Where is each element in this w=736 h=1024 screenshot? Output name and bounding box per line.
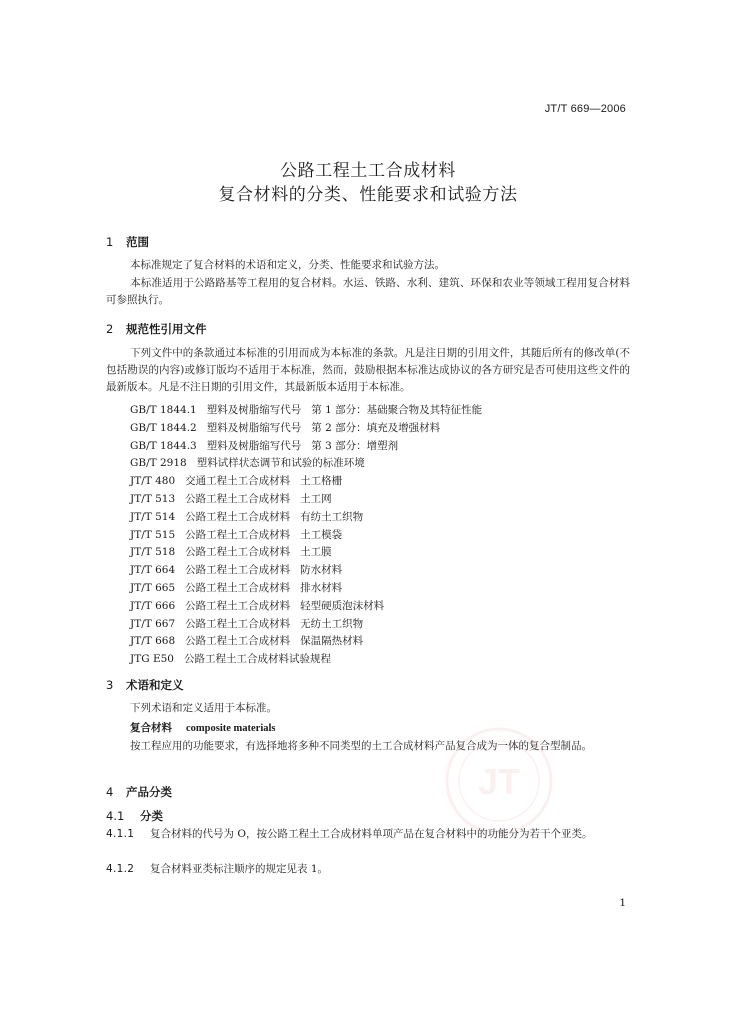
section-number: 2	[106, 322, 114, 336]
term-english: composite materials	[186, 723, 276, 734]
paragraph-text: 下列文件中的条款通过本标准的引用而成为本标准的条款。凡是注日期的引用文件，其随后所有的修改单(不包括勘误的内容)或修订版均不适用于本标准，然而，鼓励根据本标准达成协议的各方研究是否可使用这些文件的最新版本。凡是不注日期的引用文件，其最新版本适用于本标准。	[106, 347, 630, 393]
clause-number: 4.1.1	[106, 828, 135, 840]
section-3-heading	[106, 677, 184, 693]
section-2-heading	[106, 321, 207, 337]
reference-item: GB/T 2918 塑料试样状态调节和试验的标准环境	[130, 457, 365, 470]
section-3-para	[106, 700, 630, 717]
section-number: 1	[106, 235, 114, 249]
document-title-line2: 复合材料的分类、性能要求和试验方法	[218, 185, 518, 205]
jt-watermark-logo	[444, 726, 554, 836]
section-title: 产品分类	[126, 785, 172, 799]
clause-text: 复合材料亚类标注顺序的规定见表 1。	[150, 863, 329, 875]
reference-item: JT/T 514 公路工程土工合成材料 有纺土工织物	[130, 510, 364, 523]
section-number: 3	[106, 678, 114, 692]
normative-reference-list	[130, 402, 630, 669]
reference-item: JT/T 518 公路工程土工合成材料 土工膜	[130, 546, 332, 559]
definition-text: 按工程应用的功能要求，有选择地将多种不同类型的土工合成材料产品复合成为一体的复合型制品。	[130, 740, 592, 752]
section-title: 范围	[126, 235, 149, 249]
reference-item: GB/T 1844.2 塑料及树脂缩写代号 第 2 部分：填充及增强材料	[130, 421, 441, 434]
paragraph-text: 本标准规定了复合材料的术语和定义，分类、性能要求和试验方法。	[130, 259, 445, 271]
section-title: 规范性引用文件	[126, 322, 207, 336]
reference-item: JT/T 513 公路工程土工合成材料 土工网	[130, 492, 332, 505]
section-1-heading	[106, 234, 149, 250]
reference-item: JT/T 667 公路工程土工合成材料 无纺土工织物	[130, 617, 364, 630]
term-entry	[130, 720, 276, 735]
document-title-line1: 公路工程土工合成材料	[280, 161, 456, 181]
section-1-para-2	[106, 275, 630, 309]
section-4-heading	[106, 784, 172, 800]
subsection-4-1-heading	[106, 808, 163, 824]
reference-item: GB/T 1844.3 塑料及树脂缩写代号 第 3 部分：增塑剂	[130, 439, 399, 452]
section-title: 术语和定义	[126, 678, 184, 692]
clause-text: 复合材料的代号为 O，按公路工程土工合成材料单项产品在复合材料中的功能分为若干个亚类。	[150, 828, 593, 840]
section-1-para-1	[106, 257, 630, 274]
clause-4-1-2	[106, 861, 630, 878]
reference-item: JT/T 666 公路工程土工合成材料 轻型硬质泡沫材料	[130, 599, 385, 612]
reference-item: JT/T 480 交通工程土工合成材料 土工格栅	[130, 475, 343, 488]
clause-4-1-1	[106, 826, 630, 843]
svg-text:JT: JT	[477, 761, 521, 802]
section-number: 4	[106, 785, 114, 799]
subsection-title: 分类	[140, 809, 163, 823]
reference-item: GB/T 1844.1 塑料及树脂缩写代号 第 1 部分：基础聚合物及其特征性能	[130, 404, 483, 416]
page-number: 1	[619, 897, 626, 909]
paragraph-text: 下列术语和定义适用于本标准。	[130, 702, 277, 714]
reference-item: JT/T 664 公路工程土工合成材料 防水材料	[130, 564, 343, 577]
reference-item: JTG E50 公路工程土工合成材料试验规程	[130, 653, 331, 666]
paragraph-text: 本标准适用于公路路基等工程用的复合材料。水运、铁路、水利、建筑、环保和农业等领域工程用复合材料可参照执行。	[106, 277, 630, 306]
section-2-para	[106, 345, 630, 396]
reference-item: JT/T 515 公路工程土工合成材料 土工模袋	[130, 528, 343, 541]
subsection-number: 4.1	[106, 809, 125, 823]
reference-item: JT/T 665 公路工程土工合成材料 排水材料	[130, 581, 343, 594]
clause-number: 4.1.2	[106, 863, 135, 875]
reference-item: JT/T 668 公路工程土工合成材料 保温隔热材料	[130, 635, 364, 648]
standard-code: JT/T 669—2006	[544, 103, 626, 115]
term-chinese: 复合材料	[130, 722, 172, 734]
